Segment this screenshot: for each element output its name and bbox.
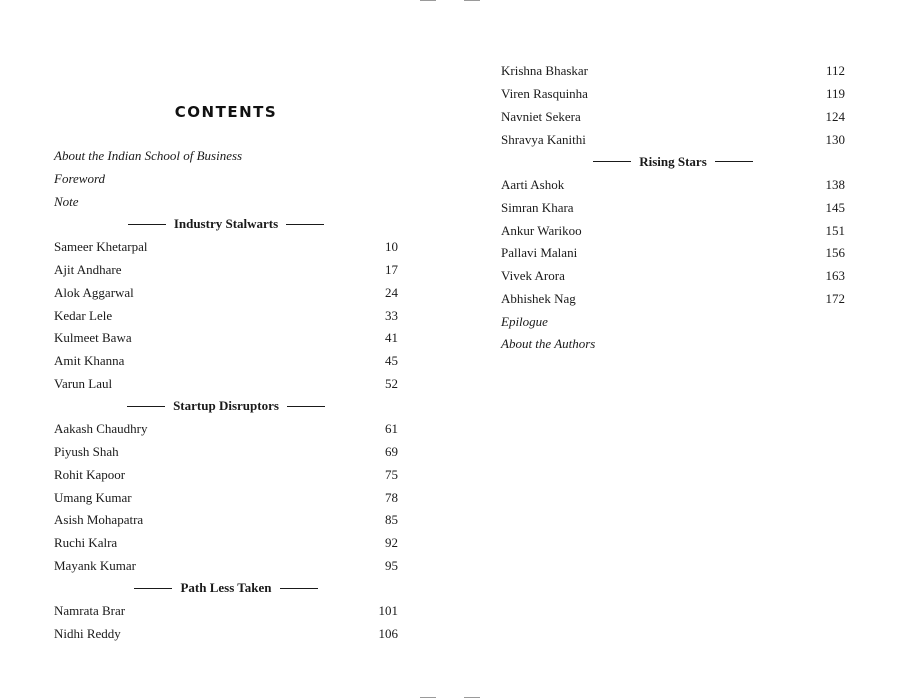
- toc-entry-page-number: 101: [378, 603, 398, 619]
- toc-entry-label: Ankur Warikoo: [501, 222, 582, 238]
- toc-entry-label: Rohit Kapoor: [54, 466, 126, 482]
- section-rule-right: [715, 161, 753, 162]
- section-title: Industry Stalwarts: [173, 216, 279, 232]
- toc-entry-piyush-shah[interactable]: [54, 440, 398, 463]
- toc-entry-umang-kumar[interactable]: [54, 486, 398, 509]
- toc-entry-label: Viren Rasquinha: [501, 86, 588, 102]
- toc-entry-page-number: 52: [385, 375, 398, 391]
- toc-entry-label: Pallavi Malani: [501, 245, 578, 261]
- toc-entry-alok-aggarwal[interactable]: [54, 281, 398, 304]
- toc-entry-viren-rasquinha[interactable]: [501, 82, 845, 105]
- toc-entry-rohit-kapoor[interactable]: [54, 463, 398, 486]
- toc-entry-epilogue[interactable]: [501, 310, 845, 333]
- toc-entry-aakash-chaudhry[interactable]: [54, 418, 398, 441]
- toc-entry-label: Krishna Bhaskar: [501, 63, 589, 79]
- section-heading-path-less-taken: [54, 577, 398, 600]
- section-rule-left: [593, 161, 631, 162]
- toc-entry-label: About the Indian School of Business: [54, 148, 243, 164]
- toc-entry-nidhi-reddy[interactable]: [54, 622, 398, 645]
- toc-entry-label: Aakash Chaudhry: [54, 421, 148, 437]
- toc-entry-asish-mohapatra[interactable]: [54, 509, 398, 532]
- toc-entry-page-number: 61: [385, 421, 398, 437]
- crop-mark-bottom-right: [464, 697, 480, 698]
- toc-entry-ruchi-kalra[interactable]: [54, 531, 398, 554]
- toc-entry-label: Ajit Andhare: [54, 262, 122, 278]
- section-heading-industry-stalwarts: [54, 213, 398, 236]
- toc-entry-about-the-authors[interactable]: [501, 333, 845, 356]
- section-heading-startup-disruptors: [54, 395, 398, 418]
- toc-entry-label: Vivek Arora: [501, 268, 565, 284]
- toc-entry-page-number: 130: [825, 131, 845, 147]
- toc-entry-label: Nidhi Reddy: [54, 626, 121, 642]
- toc-entry-mayank-kumar[interactable]: [54, 554, 398, 577]
- section-rule-right: [287, 406, 325, 407]
- page-title: CONTENTS: [174, 103, 278, 121]
- toc-entry-page-number: 124: [825, 108, 845, 124]
- toc-entry-page-number: 33: [385, 307, 398, 323]
- section-rule-left: [128, 224, 166, 225]
- toc-entry-kedar-lele[interactable]: [54, 304, 398, 327]
- section-heading-rising-stars: [501, 151, 845, 174]
- toc-entry-krishna-bhaskar[interactable]: [501, 60, 845, 83]
- toc-entry-vivek-arora[interactable]: [501, 264, 845, 287]
- toc-entry-label: Aarti Ashok: [501, 177, 565, 193]
- toc-entry-page-number: 24: [385, 284, 398, 300]
- toc-entry-navniet-sekera[interactable]: [501, 105, 845, 128]
- toc-entry-page-number: 92: [385, 535, 398, 551]
- toc-entry-ankur-warikoo[interactable]: [501, 219, 845, 242]
- toc-entry-label: Abhishek Nag: [501, 290, 576, 306]
- toc-entry-label: Asish Mohapatra: [54, 512, 144, 528]
- toc-entry-page-number: 78: [385, 489, 398, 505]
- toc-entry-page-number: 156: [825, 245, 845, 261]
- toc-entry-label: Mayank Kumar: [54, 557, 136, 573]
- toc-entry-page-number: 163: [825, 268, 845, 284]
- toc-entry-page-number: 151: [825, 222, 845, 238]
- toc-entry-label: Kedar Lele: [54, 307, 113, 323]
- toc-entry-page-number: 17: [385, 262, 398, 278]
- toc-entry-page-number: 41: [385, 330, 398, 346]
- toc-entry-label: Sameer Khetarpal: [54, 239, 148, 255]
- section-rule-right: [280, 588, 318, 589]
- toc-entry-pallavi-malani[interactable]: [501, 242, 845, 265]
- toc-entry-label: Simran Khara: [501, 199, 574, 215]
- toc-entry-label: Varun Laul: [54, 375, 113, 391]
- toc-entry-page-number: 75: [385, 466, 398, 482]
- toc-entry-page-number: 138: [825, 177, 845, 193]
- section-rule-left: [134, 588, 172, 589]
- toc-entry-page-number: 145: [825, 199, 845, 215]
- crop-mark-top-left: [420, 0, 436, 1]
- toc-entry-page-number: 10: [385, 239, 398, 255]
- toc-entry-ajit-andhare[interactable]: [54, 258, 398, 281]
- toc-entry-label: Shravya Kanithi: [501, 131, 586, 147]
- toc-entry-page-number: 69: [385, 444, 398, 460]
- toc-entry-label: Umang Kumar: [54, 489, 132, 505]
- toc-entry-aarti-ashok[interactable]: [501, 173, 845, 196]
- toc-entry-label: Amit Khanna: [54, 353, 125, 369]
- toc-entry-foreword[interactable]: [54, 167, 398, 190]
- toc-entry-page-number: 106: [378, 626, 398, 642]
- toc-entry-kulmeet-bawa[interactable]: [54, 327, 398, 350]
- section-rule-right: [286, 224, 324, 225]
- section-title: Rising Stars: [639, 153, 707, 169]
- section-title: Path Less Taken: [180, 580, 272, 596]
- toc-entry-label: Note: [54, 193, 79, 209]
- toc-entry-label: Namrata Brar: [54, 603, 126, 619]
- toc-entry-abhishek-nag[interactable]: [501, 287, 845, 310]
- toc-entry-page-number: 85: [385, 512, 398, 528]
- crop-mark-top-right: [464, 0, 480, 1]
- toc-entry-page-number: 172: [825, 290, 845, 306]
- toc-entry-page-number: 45: [385, 353, 398, 369]
- toc-entry-label: Epilogue: [501, 313, 548, 329]
- section-rule-left: [127, 406, 165, 407]
- toc-entry-note[interactable]: [54, 190, 398, 213]
- toc-entry-label: Alok Aggarwal: [54, 284, 134, 300]
- toc-entry-varun-laul[interactable]: [54, 372, 398, 395]
- toc-entry-page-number: 95: [385, 557, 398, 573]
- toc-entry-page-number: 119: [825, 86, 845, 102]
- toc-entry-amit-khanna[interactable]: [54, 349, 398, 372]
- toc-entry-namrata-brar[interactable]: [54, 600, 398, 623]
- toc-entry-label: Piyush Shah: [54, 444, 119, 460]
- section-title: Startup Disruptors: [173, 398, 279, 414]
- toc-entry-label: Ruchi Kalra: [54, 535, 118, 551]
- toc-entry-about-the-indian-school-of-business[interactable]: [54, 145, 398, 168]
- toc-entry-simran-khara[interactable]: [501, 196, 845, 219]
- toc-entry-label: Navniet Sekera: [501, 108, 581, 124]
- toc-entry-label: About the Authors: [501, 336, 596, 352]
- toc-entry-label: Foreword: [54, 171, 106, 187]
- crop-mark-bottom-left: [420, 697, 436, 698]
- toc-entry-sameer-khetarpal[interactable]: [54, 236, 398, 259]
- toc-entry-label: Kulmeet Bawa: [54, 330, 132, 346]
- toc-entry-page-number: 112: [825, 63, 845, 79]
- toc-entry-shravya-kanithi[interactable]: [501, 128, 845, 151]
